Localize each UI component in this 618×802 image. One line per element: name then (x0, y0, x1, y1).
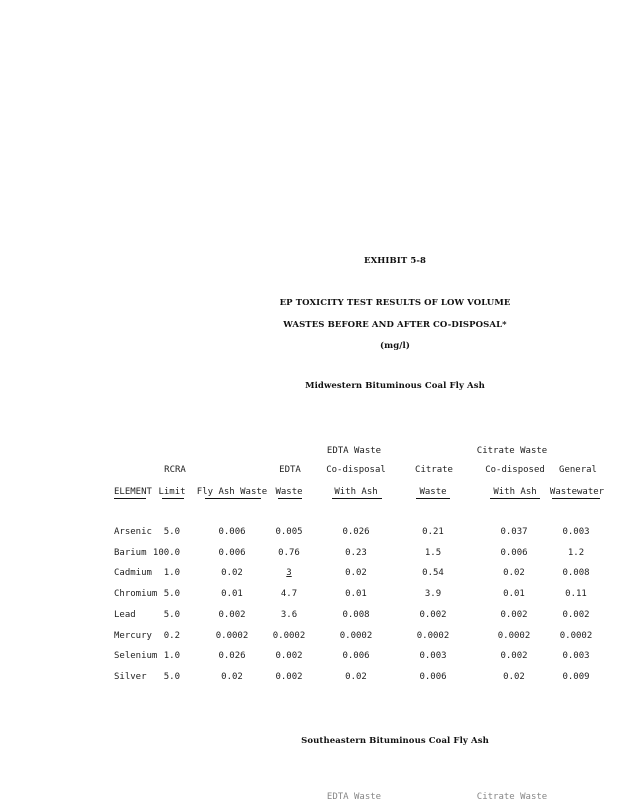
header-edta-2: Waste (275, 487, 303, 497)
cell-citrate-codisposed: 0.02 (503, 568, 525, 579)
cell-element: Cadmium (114, 568, 152, 579)
header-citrate-codisposed-1: Citrate Waste (476, 446, 548, 456)
title-line-1: EP TOXICITY TEST RESULTS OF LOW VOLUME (279, 298, 511, 308)
cell-citrate-codisposed: 0.006 (500, 547, 528, 558)
header-rcra-2: Limit (158, 487, 186, 497)
underline-general (552, 498, 600, 499)
cell-element: Silver (114, 671, 147, 682)
cell-citrate-waste: 0.002 (419, 609, 447, 620)
title-line-2: WASTES BEFORE AND AFTER CO-DISPOSAL* (283, 320, 507, 330)
cell-edta-waste: 0.0002 (272, 630, 306, 641)
table-row (0, 610, 618, 622)
cell-element: Chromium (114, 589, 158, 600)
cell-edta-codisposal: 0.026 (342, 527, 370, 537)
header-citrate-1: Citrate (415, 465, 453, 475)
header-citrate-codisposed-2: Co-disposed (485, 465, 545, 475)
table-row (0, 631, 618, 643)
cell-flyash-waste: 0.01 (221, 589, 243, 600)
cell-citrate-waste: 0.003 (419, 651, 447, 662)
header-element: ELEMENT (114, 487, 152, 497)
header-edta-codisposal-2: Co-disposal (326, 465, 386, 475)
cell-rcra-limit: 0.2 (163, 630, 180, 641)
header-flyash: Fly Ash Waste (196, 487, 268, 497)
table-row (0, 527, 618, 539)
cell-element: Selenium (114, 651, 158, 662)
cell-general-wastewater: 0.0002 (559, 630, 593, 641)
table-row (0, 672, 618, 684)
cell-citrate-waste: 0.54 (422, 568, 444, 579)
cell-general-wastewater: 0.003 (562, 527, 590, 537)
cell-citrate-codisposed: 0.02 (503, 671, 525, 682)
cell-citrate-codisposed: 0.002 (500, 651, 528, 662)
cell-citrate-waste: 0.0002 (416, 630, 450, 641)
cell-edta-codisposal: 0.0002 (339, 630, 373, 641)
cell-edta-codisposal: 0.008 (342, 609, 370, 620)
cell-edta-codisposal: 0.006 (342, 651, 370, 662)
cell-edta-waste: 0.76 (278, 547, 300, 558)
cell-rcra-limit: 5.0 (163, 671, 180, 682)
cell-general-wastewater: 0.003 (562, 651, 590, 662)
cell-rcra-limit: 100.0 (152, 547, 180, 558)
underline-citrate (416, 498, 450, 499)
cell-flyash-waste: 0.006 (218, 547, 246, 558)
table-row (0, 548, 618, 560)
cell-rcra-limit: 1.0 (163, 651, 180, 662)
cell-edta-waste: 3 (286, 568, 292, 579)
underline-citrate-codisposed (490, 498, 540, 499)
cell-flyash-waste: 0.002 (218, 609, 246, 620)
cell-general-wastewater: 0.008 (562, 568, 590, 579)
cell-flyash-waste: 0.026 (218, 651, 246, 662)
cell-edta-waste: 0.005 (275, 527, 303, 537)
underline-edta (278, 498, 302, 499)
cell-rcra-limit: 5.0 (163, 589, 180, 600)
table-row (0, 568, 618, 580)
cell-flyash-waste: 0.006 (218, 527, 246, 537)
cell-citrate-waste: 1.5 (424, 547, 442, 558)
cell-flyash-waste: 0.0002 (215, 630, 249, 641)
cell-edta-codisposal: 0.02 (345, 568, 367, 579)
cell-rcra-limit: 1.0 (163, 568, 180, 579)
cell-flyash-waste: 0.02 (221, 568, 243, 579)
cell-edta-waste: 0.002 (275, 651, 303, 662)
underline-rcra (162, 498, 184, 499)
cell-citrate-waste: 3.9 (424, 589, 442, 600)
underline-element (114, 498, 146, 499)
header-rcra-1: RCRA (164, 465, 186, 475)
header-citrate-2: Waste (419, 487, 447, 497)
cell-edta-waste: 3.6 (280, 609, 298, 620)
cell-edta-codisposal: 0.02 (345, 671, 367, 682)
units-label: (mg/l) (380, 341, 410, 351)
header-general-1: General (559, 465, 597, 475)
cell-general-wastewater: 1.2 (567, 547, 585, 558)
cell-citrate-waste: 0.006 (419, 671, 447, 682)
underline-flyash (205, 498, 261, 499)
cell-citrate-codisposed: 0.01 (503, 589, 525, 600)
cell-general-wastewater: 0.009 (562, 671, 590, 682)
cell-general-wastewater: 0.11 (565, 589, 587, 600)
header-edta-codisposal-1: EDTA Waste (326, 446, 382, 456)
bottom-partial-citrate-header: Citrate Waste (476, 792, 548, 802)
cell-element: Arsenic (114, 527, 152, 537)
cell-element: Lead (114, 609, 136, 620)
header-edta-codisposal-3: With Ash (334, 487, 378, 497)
exhibit-number: EXHIBIT 5-8 (364, 256, 426, 266)
cell-citrate-codisposed: 0.002 (500, 609, 528, 620)
cell-element: Mercury (114, 630, 152, 641)
cell-element: Barium (114, 547, 147, 558)
cell-edta-waste: 0.002 (275, 671, 303, 682)
cell-general-wastewater: 0.002 (562, 609, 590, 620)
table-row (0, 651, 618, 663)
cell-citrate-waste: 0.21 (422, 527, 444, 537)
table-row (0, 589, 618, 601)
cell-citrate-codisposed: 0.037 (500, 527, 528, 537)
cell-edta-codisposal: 0.23 (345, 547, 367, 558)
cell-rcra-limit: 5.0 (163, 527, 180, 537)
header-general-2: Wastewater (549, 487, 605, 497)
underline-edta-codisposal (332, 498, 382, 499)
cell-flyash-waste: 0.02 (221, 671, 243, 682)
header-citrate-codisposed-3: With Ash (493, 487, 537, 497)
section-title-midwestern: Midwestern Bituminous Coal Fly Ash (305, 381, 485, 391)
header-edta-1: EDTA (279, 465, 301, 475)
cell-citrate-codisposed: 0.0002 (497, 630, 531, 641)
cell-edta-waste: 4.7 (280, 589, 298, 600)
cell-rcra-limit: 5.0 (163, 609, 180, 620)
cell-edta-codisposal: 0.01 (345, 589, 367, 600)
section-title-southeastern: Southeastern Bituminous Coal Fly Ash (301, 736, 489, 746)
bottom-partial-edta-header: EDTA Waste (326, 792, 382, 802)
